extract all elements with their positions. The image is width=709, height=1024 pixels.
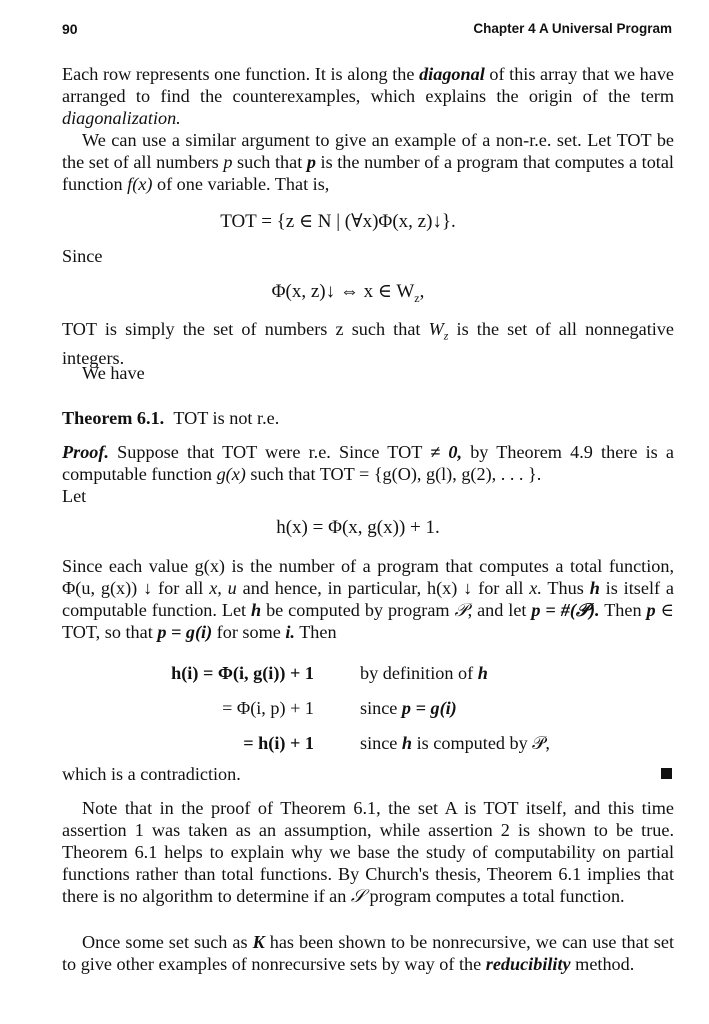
paragraph-since-each [62, 555, 674, 643]
equation-phi [42, 280, 654, 310]
para6-text-c: method. [570, 954, 635, 974]
deriv-rhs-3a: since [360, 733, 402, 753]
para1-text-a: Each row represents one function. It is along the [62, 64, 420, 84]
para4-text-a: Since each value g(x) is the number of a program that computes a total function, Φ(u, g(x)) ↓ for all [62, 556, 674, 598]
para4-text-b: and hence, in particular, h(x) ↓ for all [236, 578, 530, 598]
derivation-lhs-1: h(i) = Φ(i, g(i)) + 1 [171, 663, 314, 683]
derivation-row-1 [62, 661, 674, 685]
script-P-1: 𝒫 [454, 600, 468, 620]
derivation-row-2 [62, 696, 674, 720]
eq-phi-text: Φ(x, z)↓ ⇔ x ∈ W [271, 281, 415, 302]
derivation-lhs-2: = Φ(i, p) + 1 [222, 698, 314, 718]
var-i: i. [285, 622, 295, 642]
derivation-rhs-1 [360, 661, 488, 685]
term-reducibility: reducibility [485, 954, 571, 974]
para2-text-b: such that [232, 152, 307, 172]
page-number: 90 [62, 21, 78, 37]
deriv-rhs-2a: since [360, 698, 402, 718]
theorem-statement: TOT is not r.e. [173, 408, 280, 428]
eq-phi-sub: z [414, 290, 420, 305]
var-w: W [428, 319, 444, 339]
proof-text-b: by Theorem 4.9 there is a computable function [62, 442, 674, 484]
we-have: We have [82, 363, 145, 383]
term-diagonalization: diagonalization. [62, 108, 181, 128]
para3-text-a: TOT is simply the set of numbers z such that [62, 319, 429, 339]
deriv-rhs-1b: h [477, 663, 488, 683]
derivation-rhs-2 [360, 696, 457, 720]
derivation-row-3 [62, 731, 674, 755]
theorem-label: Theorem 6.1. [62, 408, 165, 428]
var-h-1: h [589, 578, 600, 598]
equation-h: h(x) = Φ(x, g(x)) + 1. [276, 517, 440, 538]
para4-text-f: , and let [467, 600, 532, 620]
paragraph-note [62, 797, 674, 907]
para4-text-e: be computed by program [261, 600, 455, 620]
proof-text-c: such that TOT = {g(O), g(l), g(2), . . . }. [245, 464, 542, 484]
paragraph-diagonal [62, 63, 674, 129]
contradiction-line: which is a contradiction. [62, 764, 241, 784]
var-p: p [223, 152, 233, 172]
derivation-lhs-3: = h(i) + 1 [243, 733, 314, 753]
theorem-6-1 [62, 407, 674, 429]
proof-neq: ≠ 0, [430, 442, 463, 462]
var-p-bold: p [306, 152, 316, 172]
paragraph-proof [62, 441, 674, 507]
para4-text-d: is itself a computable function. Let [62, 578, 674, 620]
qed-square-icon [661, 768, 672, 779]
var-h-2: h [251, 600, 262, 620]
para2-text-a: We can use a similar argument to give an example of a non-r.e. set. Let TOT be the set of all numbers [62, 130, 674, 172]
para4-text-i: for some [212, 622, 286, 642]
proof-text-a: Suppose that TOT were r.e. Since TOT [108, 442, 431, 462]
var-p-3: p [646, 600, 656, 620]
para3-text-b: is the set of all nonnegative integers. [62, 319, 674, 368]
derivation-rhs-3 [360, 731, 550, 755]
para2-text-c: is the number of a program that computes a total function [62, 152, 674, 194]
para4-text-h: ∈ TOT, so that [62, 600, 674, 642]
para4-text-c: Thus [541, 578, 590, 598]
para2-text-d: of one variable. That is, [152, 174, 330, 194]
para4-text-g: Then [599, 600, 647, 620]
equation-tot: TOT = {z ∈ N | (∀x)Φ(x, z)↓}. [220, 211, 456, 232]
var-pgi: p = g(i) [157, 622, 213, 642]
eq-phi-end: , [419, 281, 425, 302]
var-w-sub: z [443, 328, 449, 343]
para4-text-j: Then [294, 622, 337, 642]
para5-text-b: program computes a total function. [364, 886, 625, 906]
var-xu: x, u [209, 578, 237, 598]
deriv-rhs-1a: by definition of [360, 663, 478, 683]
var-gx: g(x) [216, 464, 246, 484]
para6-text-a: Once some set such as [82, 932, 253, 952]
var-fx: f(x) [127, 174, 153, 194]
para5-text: Note that in the proof of Theorem 6.1, the set A is TOT itself, and this time assertion 1 was taken as an assumption, while assertion 2 is shown to be true. Theorem 6.1 helps to explain why we base the study of computability on partial functions rather than total functions. By Church's thesis, Theorem 6.1 implies that there is no algorithm to determine if an [62, 798, 674, 906]
para6-text-b: has been shown to be nonrecursive, we can use that set to give other examples of nonrecursive sets by way of the [62, 932, 674, 974]
paragraph-tot-definition [62, 129, 674, 195]
deriv-rhs-2b: p = g(i) [401, 698, 457, 718]
chapter-title: Chapter 4 A Universal Program [473, 21, 672, 36]
script-S: 𝒮 [350, 886, 365, 906]
set-K: K [252, 932, 265, 952]
paragraph-reducibility [62, 931, 674, 975]
book-page [62, 0, 674, 1024]
para1-text-b: of this array that we have arranged to find the counterexamples, which explains the origin of the term [62, 64, 674, 106]
var-peq: p = #(𝒫). [531, 600, 600, 620]
var-x: x. [529, 578, 542, 598]
deriv-rhs-3c: is computed by 𝒫, [412, 733, 550, 753]
since-label: Since [62, 246, 103, 266]
proof-label: Proof. [62, 442, 109, 462]
proof-let: Let [62, 486, 87, 506]
deriv-rhs-3b: h [401, 733, 413, 753]
term-diagonal: diagonal [419, 64, 485, 84]
running-header [62, 21, 674, 41]
